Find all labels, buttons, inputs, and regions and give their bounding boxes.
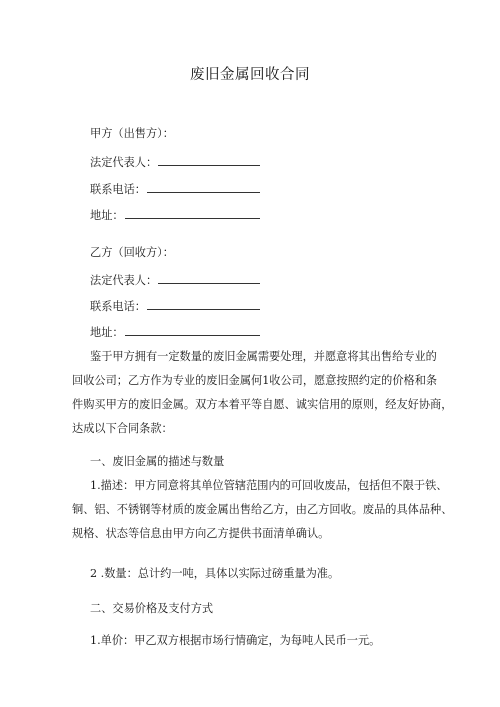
party-a-phone-line xyxy=(90,181,260,197)
party-b-heading: 乙方（回收方）： xyxy=(90,246,174,259)
party-a-rep-line xyxy=(90,154,260,170)
party-b-rep-blank xyxy=(158,272,260,284)
party-b-phone-line xyxy=(90,298,260,314)
preamble-line: 件购买甲方的废旧金属。双方本着平等自愿、诚实信用的原则，经友好协商， xyxy=(72,398,453,411)
party-b-phone-label: 联系电话： xyxy=(90,300,146,313)
party-a-heading: 甲方（出售方）： xyxy=(90,127,174,140)
party-a-address-label: 地址： xyxy=(90,209,124,222)
section1-clause1 xyxy=(72,474,453,546)
preamble-line: 鉴于甲方拥有一定数量的废旧金属需要处理，并愿意将其出售给专业的 xyxy=(90,350,437,363)
party-a-address-line xyxy=(90,207,260,223)
party-a-rep-label: 法定代表人： xyxy=(90,156,158,169)
section2-clause1: 1.单价：甲乙双方根据市场行情确定，为每吨人民币一元。 xyxy=(90,634,381,647)
party-a-rep-blank xyxy=(158,154,260,166)
clause-line: 铜、铝、不锈钢等材质的废金属出售给乙方，由乙方回收。废品的具体品种、 xyxy=(72,503,453,516)
preamble-line: 达成以下合同条款： xyxy=(72,422,173,435)
party-b-address-line xyxy=(90,324,260,340)
party-b-address-label: 地址： xyxy=(90,326,124,339)
section1-heading: 一、废旧金属的描述与数量 xyxy=(90,455,225,468)
preamble-line: 回收公司；乙方作为专业的废旧金属何1收公司，愿意按照约定的价格和条 xyxy=(72,374,438,387)
page-title: 废旧金属回收合同 xyxy=(190,67,310,83)
party-b-rep-label: 法定代表人： xyxy=(90,274,158,287)
party-b-address-blank xyxy=(125,324,260,336)
party-a-phone-label: 联系电话： xyxy=(90,183,146,196)
party-b-rep-line xyxy=(90,272,260,288)
section1-clause2: 2 .数量：总计约一吨，具体以实际过磅重量为准。 xyxy=(90,567,340,580)
clause-line: 规格、状态等信息由甲方向乙方提供书面清单确认。 xyxy=(72,527,330,540)
party-a-phone-blank xyxy=(147,181,260,193)
party-a-address-blank xyxy=(125,207,260,219)
party-b-phone-blank xyxy=(147,298,260,310)
clause-line: 1.描述：甲方同意将其单位管辖范围内的可回收废品，包括但不限于铁、 xyxy=(90,479,448,492)
section2-heading: 二、交易价格及支付方式 xyxy=(90,602,214,615)
preamble-paragraph xyxy=(72,345,453,441)
